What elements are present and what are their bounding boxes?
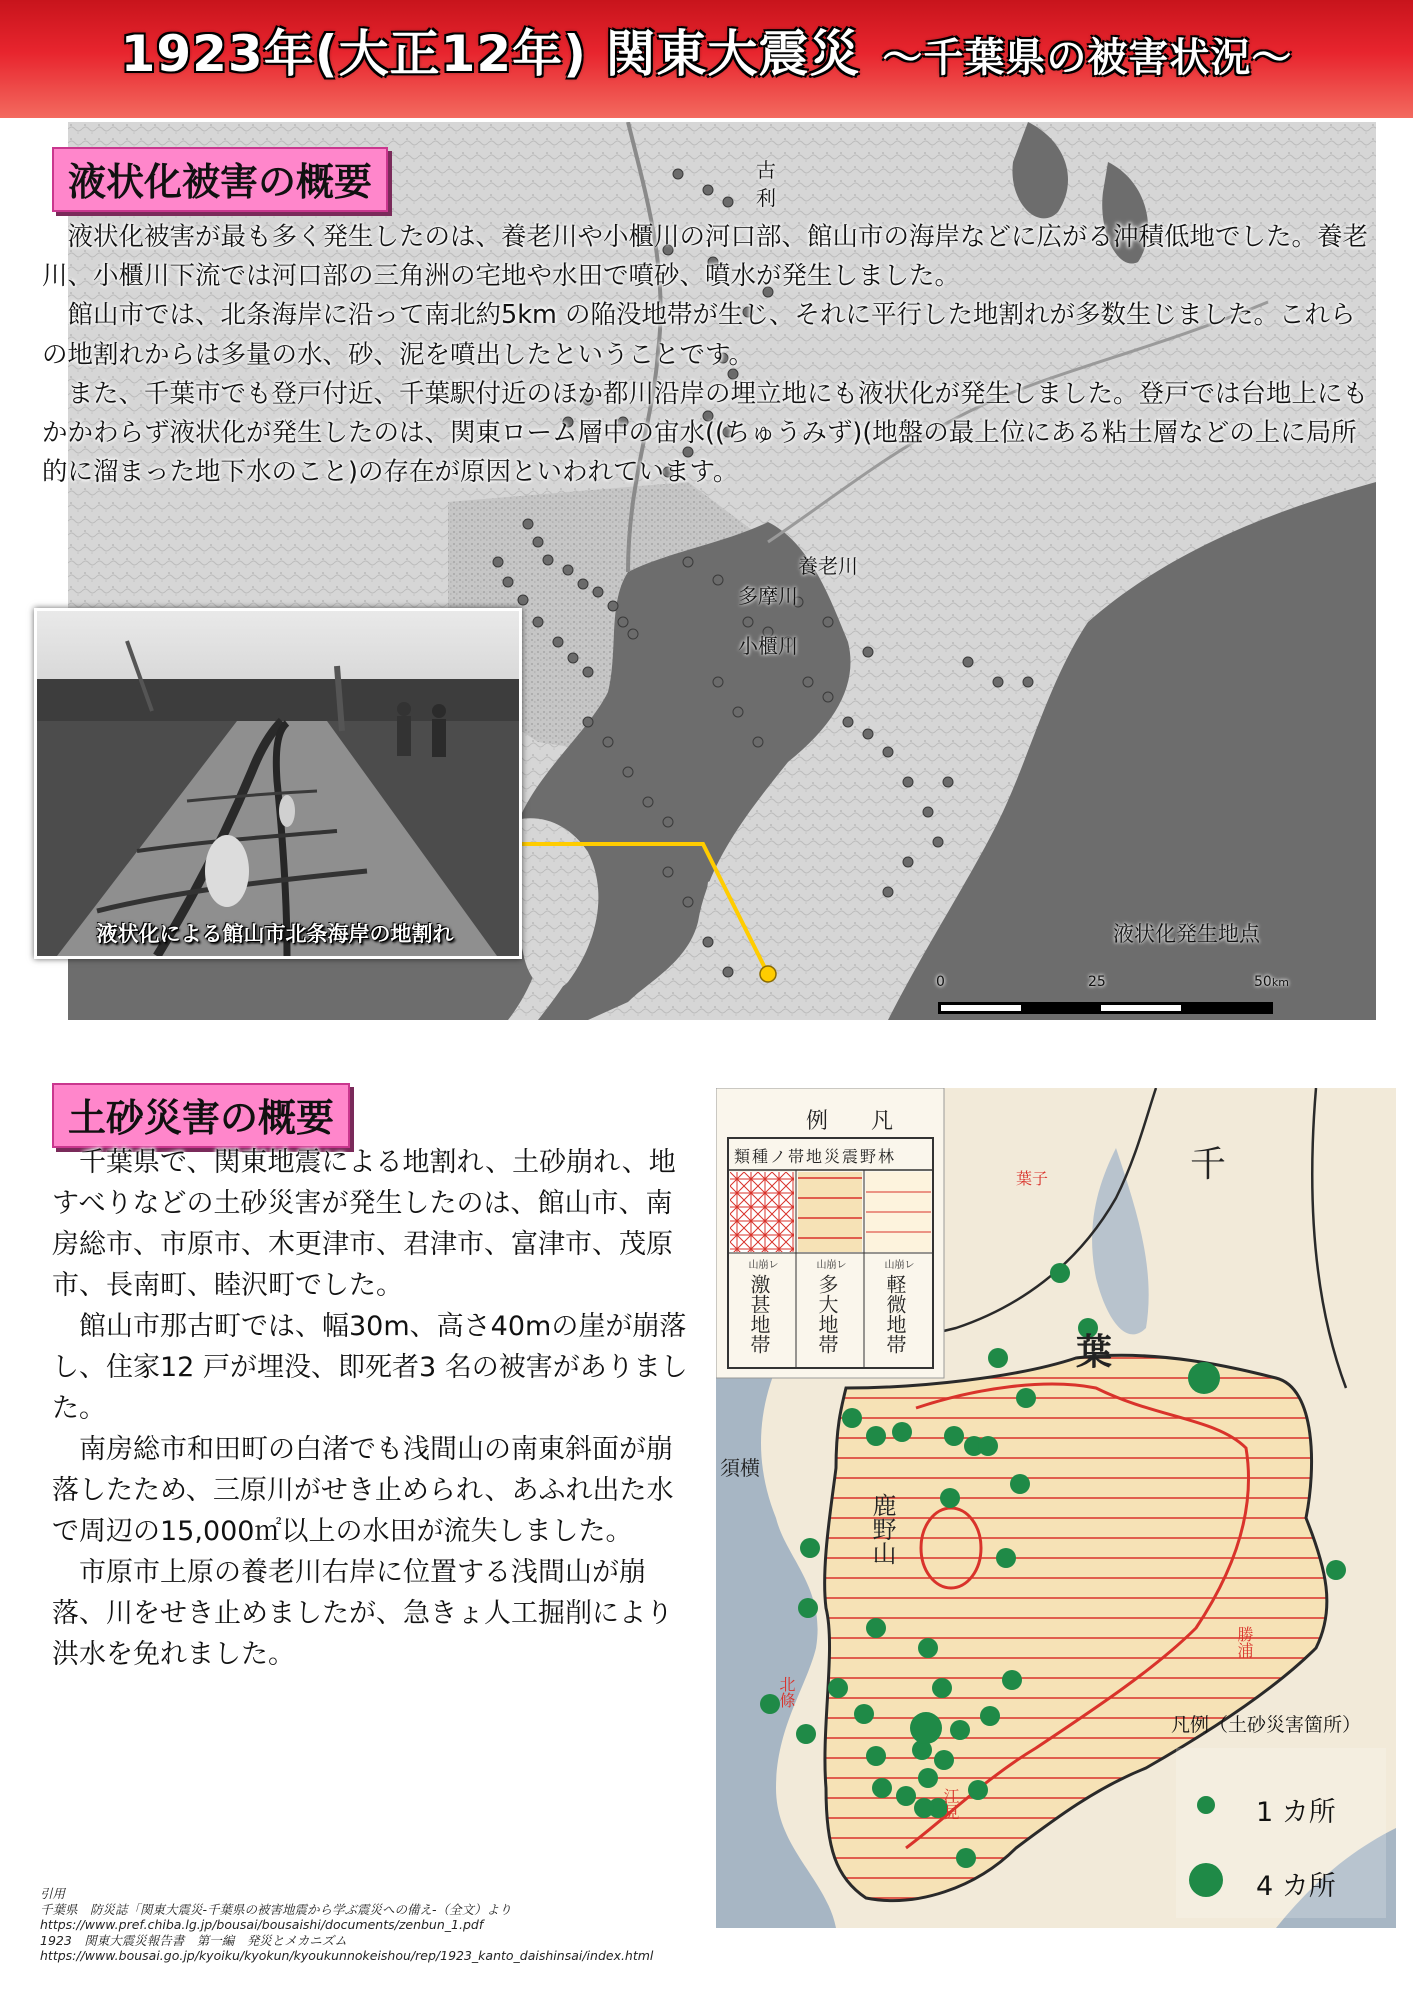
landslide-point [996, 1548, 1016, 1568]
map-label-tama-river: 多摩川 [738, 584, 798, 608]
landslide-point [828, 1678, 848, 1698]
old-map-place-katsuura: 勝浦 [1235, 1626, 1254, 1658]
liquefaction-point [543, 555, 553, 565]
landslide-point [980, 1706, 1000, 1726]
old-map-char-chi: 千 [1190, 1144, 1227, 1185]
liquefaction-point [523, 519, 533, 529]
landslide-text [52, 1142, 692, 1675]
liquefaction-point [713, 677, 723, 687]
liquefaction-point [703, 185, 713, 195]
landslide-point [1016, 1388, 1036, 1408]
old-map-place-suyoko: 須横 [720, 1456, 760, 1480]
old-legend-title: 類種ノ帯地災震野林 [734, 1147, 897, 1166]
landslide-point [934, 1750, 954, 1770]
liquefaction-point [593, 587, 603, 597]
liquefaction-point [1023, 677, 1033, 687]
landslide-point [1050, 1263, 1070, 1283]
liquefaction-photo [34, 608, 522, 959]
liquefaction-point [563, 565, 573, 575]
liquefaction-point [883, 887, 893, 897]
liquefaction-heading: 液状化被害の概要 [52, 147, 388, 212]
liquefaction-point [533, 537, 543, 547]
page-title [0, 14, 1413, 86]
map-label-obitsu-river: 小櫃川 [738, 634, 798, 658]
liquefaction-point [823, 692, 833, 702]
old-legend-small-1: 山崩レ [748, 1260, 779, 1271]
liquefaction-point [623, 767, 633, 777]
liquefaction-point [803, 677, 813, 687]
old-map-place-hojo: 北條 [777, 1676, 796, 1708]
liquefaction-point [663, 867, 673, 877]
old-map-place-yoshi: 葉子 [1016, 1169, 1049, 1188]
liquefaction-point [883, 747, 893, 757]
landslide-point [800, 1538, 820, 1558]
liquefaction-point [683, 557, 693, 567]
landslide-point [872, 1778, 892, 1798]
landslide-point [1188, 1362, 1220, 1394]
scale-mid: 25 [1088, 974, 1106, 990]
liquefaction-point [903, 857, 913, 867]
landslide-legend-small: 1 カ所 [1256, 1797, 1336, 1828]
old-legend-head-2: 凡 [871, 1109, 894, 1134]
liquefaction-paragraph-2: 館山市では、北条海岸に沿って南北約5km の陥没地帯が生じ、それに平行した地割れが多数生じました。これらの地割れからは多量の水、砂、泥を噴出したということです。 [42, 300, 1356, 370]
liquefaction-point [903, 777, 913, 787]
liquefaction-point [533, 617, 543, 627]
old-legend-head-1: 例 [806, 1109, 829, 1134]
old-legend-small-2: 山崩レ [816, 1260, 847, 1271]
old-legend-col-3: 軽微地帯 [883, 1274, 907, 1354]
old-map-place-kanozan: 鹿野山 [868, 1493, 896, 1565]
map-legend-liquefaction: 液状化発生地点 [1113, 922, 1260, 946]
liquefaction-paragraph-3: また、千葉市でも登戸付近、千葉駅付近のほか都川沿岸の埋立地にも液状化が発生しました。登戸では台地上にもかかわらず液状化が発生したのは、関東ローム層中の宙水((ちゅうみず)(地盤の最上位にある粘土層などの上に局所的に溜まった地下水のこと)の存在が原因といわれています。 [42, 378, 1369, 488]
liquefaction-point [578, 579, 588, 589]
liquefaction-point [703, 937, 713, 947]
citation-line-3: https://www.pref.chiba.lg.jp/bousai/bousaishi/documents/zenbun_1.pdf [40, 1917, 484, 1932]
liquefaction-point [723, 967, 733, 977]
landslide-point [950, 1720, 970, 1740]
landslide-point [892, 1422, 912, 1442]
liquefaction-point [608, 601, 618, 611]
liquefaction-point [683, 897, 693, 907]
landslide-paragraph-2: 館山市那古町では、幅30m、高さ40mの崖が崩落し、住家12 戸が埋没、即死者3 名の被害がありました。 [52, 1311, 688, 1424]
title-subtitle: 〜千葉県の被害状況〜 [882, 35, 1293, 81]
liquefaction-point [733, 707, 743, 717]
liquefaction-point [843, 717, 853, 727]
liquefaction-point [493, 557, 503, 567]
landslide-legend-large: 4 カ所 [1256, 1871, 1336, 1902]
scale-zero: 0 [936, 974, 945, 990]
liquefaction-point [553, 637, 563, 647]
landslide-point [1002, 1670, 1022, 1690]
liquefaction-point [993, 677, 1003, 687]
old-legend-col-2: 多大地帯 [815, 1274, 839, 1354]
landslide-legend-title: 凡例（土砂災害箇所） [1171, 1714, 1362, 1736]
old-legend-small-3: 山崩レ [884, 1260, 915, 1271]
landslide-point [842, 1408, 862, 1428]
landslide-point [940, 1488, 960, 1508]
liquefaction-point [963, 657, 973, 667]
landslide-point [918, 1638, 938, 1658]
liquefaction-point [583, 717, 593, 727]
landslide-point [854, 1704, 874, 1724]
landslide-point [918, 1768, 938, 1788]
landslide-heading: 土砂災害の概要 [52, 1083, 350, 1148]
scale-unit: km [1271, 976, 1289, 989]
liquefaction-point [618, 617, 628, 627]
liquefaction-point [643, 797, 653, 807]
landslide-point [896, 1786, 916, 1806]
citation-line-5: https://www.bousai.go.jp/kyoiku/kyokun/kyoukunnokeishou/rep/1923_kanto_daishinsai/index.html [40, 1948, 654, 1963]
landslide-point [956, 1848, 976, 1868]
landslide-point [988, 1348, 1008, 1368]
landslide-point [796, 1724, 816, 1744]
landslide-point [1010, 1474, 1030, 1494]
liquefaction-point [863, 729, 873, 739]
photo-caption: 液状化による館山市北条海岸の地割れ [96, 922, 454, 946]
liquefaction-point [743, 617, 753, 627]
map-label-yoro-river: 養老川 [798, 554, 858, 578]
title-main: 1923年(大正12年) 関東大震災 [120, 25, 861, 83]
citation [40, 1886, 653, 1964]
landslide-point [798, 1598, 818, 1618]
scale-max-value: 50 [1254, 974, 1272, 990]
citation-line-4: 1923 関東大震災報告書 第一編 発災とメカニズム [40, 1932, 347, 1948]
liquefaction-point [583, 667, 593, 677]
liquefaction-point [568, 653, 578, 663]
landslide-paragraph-1: 千葉県で、関東地震による地割れ、土砂崩れ、地すべりなどの土砂災害が発生したのは、館山市、南房総市、市原市、木更津市、君津市、富津市、茂原市、長南町、睦沢町でした。 [52, 1147, 676, 1301]
liquefaction-point [933, 837, 943, 847]
citation-line-2: 千葉県 防災誌「関東大震災-千葉県の被害地震から学ぶ震災への備え-（全文）より [40, 1901, 512, 1917]
landslide-point [1326, 1560, 1346, 1580]
liquefaction-point [713, 575, 723, 585]
liquefaction-paragraph-1: 液状化被害が最も多く発生したのは、養老川や小櫃川の河口部、館山市の海岸などに広がる沖積低地でした。養老川、小櫃川下流では河口部の三角洲の宅地や水田で噴砂、噴水が発生しました。 [42, 222, 1369, 292]
old-map-char-ha: 葉 [1076, 1331, 1113, 1373]
landslide-point [910, 1712, 942, 1744]
landslide-paragraph-4: 市原市上原の養老川右岸に位置する浅間山が崩落、川をせき止めましたが、急きょ人工掘削により洪水を免れました。 [52, 1557, 673, 1670]
citation-line-1: 引用 [40, 1886, 66, 1901]
liquefaction-text [42, 218, 1378, 492]
scale-max [1254, 974, 1289, 990]
old-map-place-emi: 江見 [941, 1788, 960, 1820]
liquefaction-point [823, 617, 833, 627]
map-label-furutone-2: 利 [756, 186, 776, 210]
landslide-point [914, 1798, 934, 1818]
landslide-point [866, 1746, 886, 1766]
liquefaction-point [518, 595, 528, 605]
crack-photo-image [37, 611, 519, 956]
liquefaction-point [923, 807, 933, 817]
liquefaction-point [863, 647, 873, 657]
liquefaction-point [723, 197, 733, 207]
landslide-point [968, 1780, 988, 1800]
liquefaction-point [753, 737, 763, 747]
landslide-point [944, 1426, 964, 1446]
landslide-paragraph-3: 南房総市和田町の白渚でも浅間山の南東斜面が崩落したため、三原川がせき止められ、あふれ出た水で周辺の15,000㎡以上の水田が流失しました。 [52, 1434, 674, 1547]
landslide-point [932, 1678, 952, 1698]
landslide-map [716, 1088, 1396, 1928]
landslide-point [866, 1426, 886, 1446]
map-label-furutone-1: 古 [756, 158, 776, 182]
liquefaction-point [603, 737, 613, 747]
liquefaction-point [663, 817, 673, 827]
liquefaction-point [943, 777, 953, 787]
old-legend-col-1: 激甚地帯 [747, 1274, 771, 1354]
landslide-point [866, 1618, 886, 1638]
landslide-point [978, 1436, 998, 1456]
liquefaction-point [503, 577, 513, 587]
liquefaction-point [628, 629, 638, 639]
liquefaction-point [673, 169, 683, 179]
